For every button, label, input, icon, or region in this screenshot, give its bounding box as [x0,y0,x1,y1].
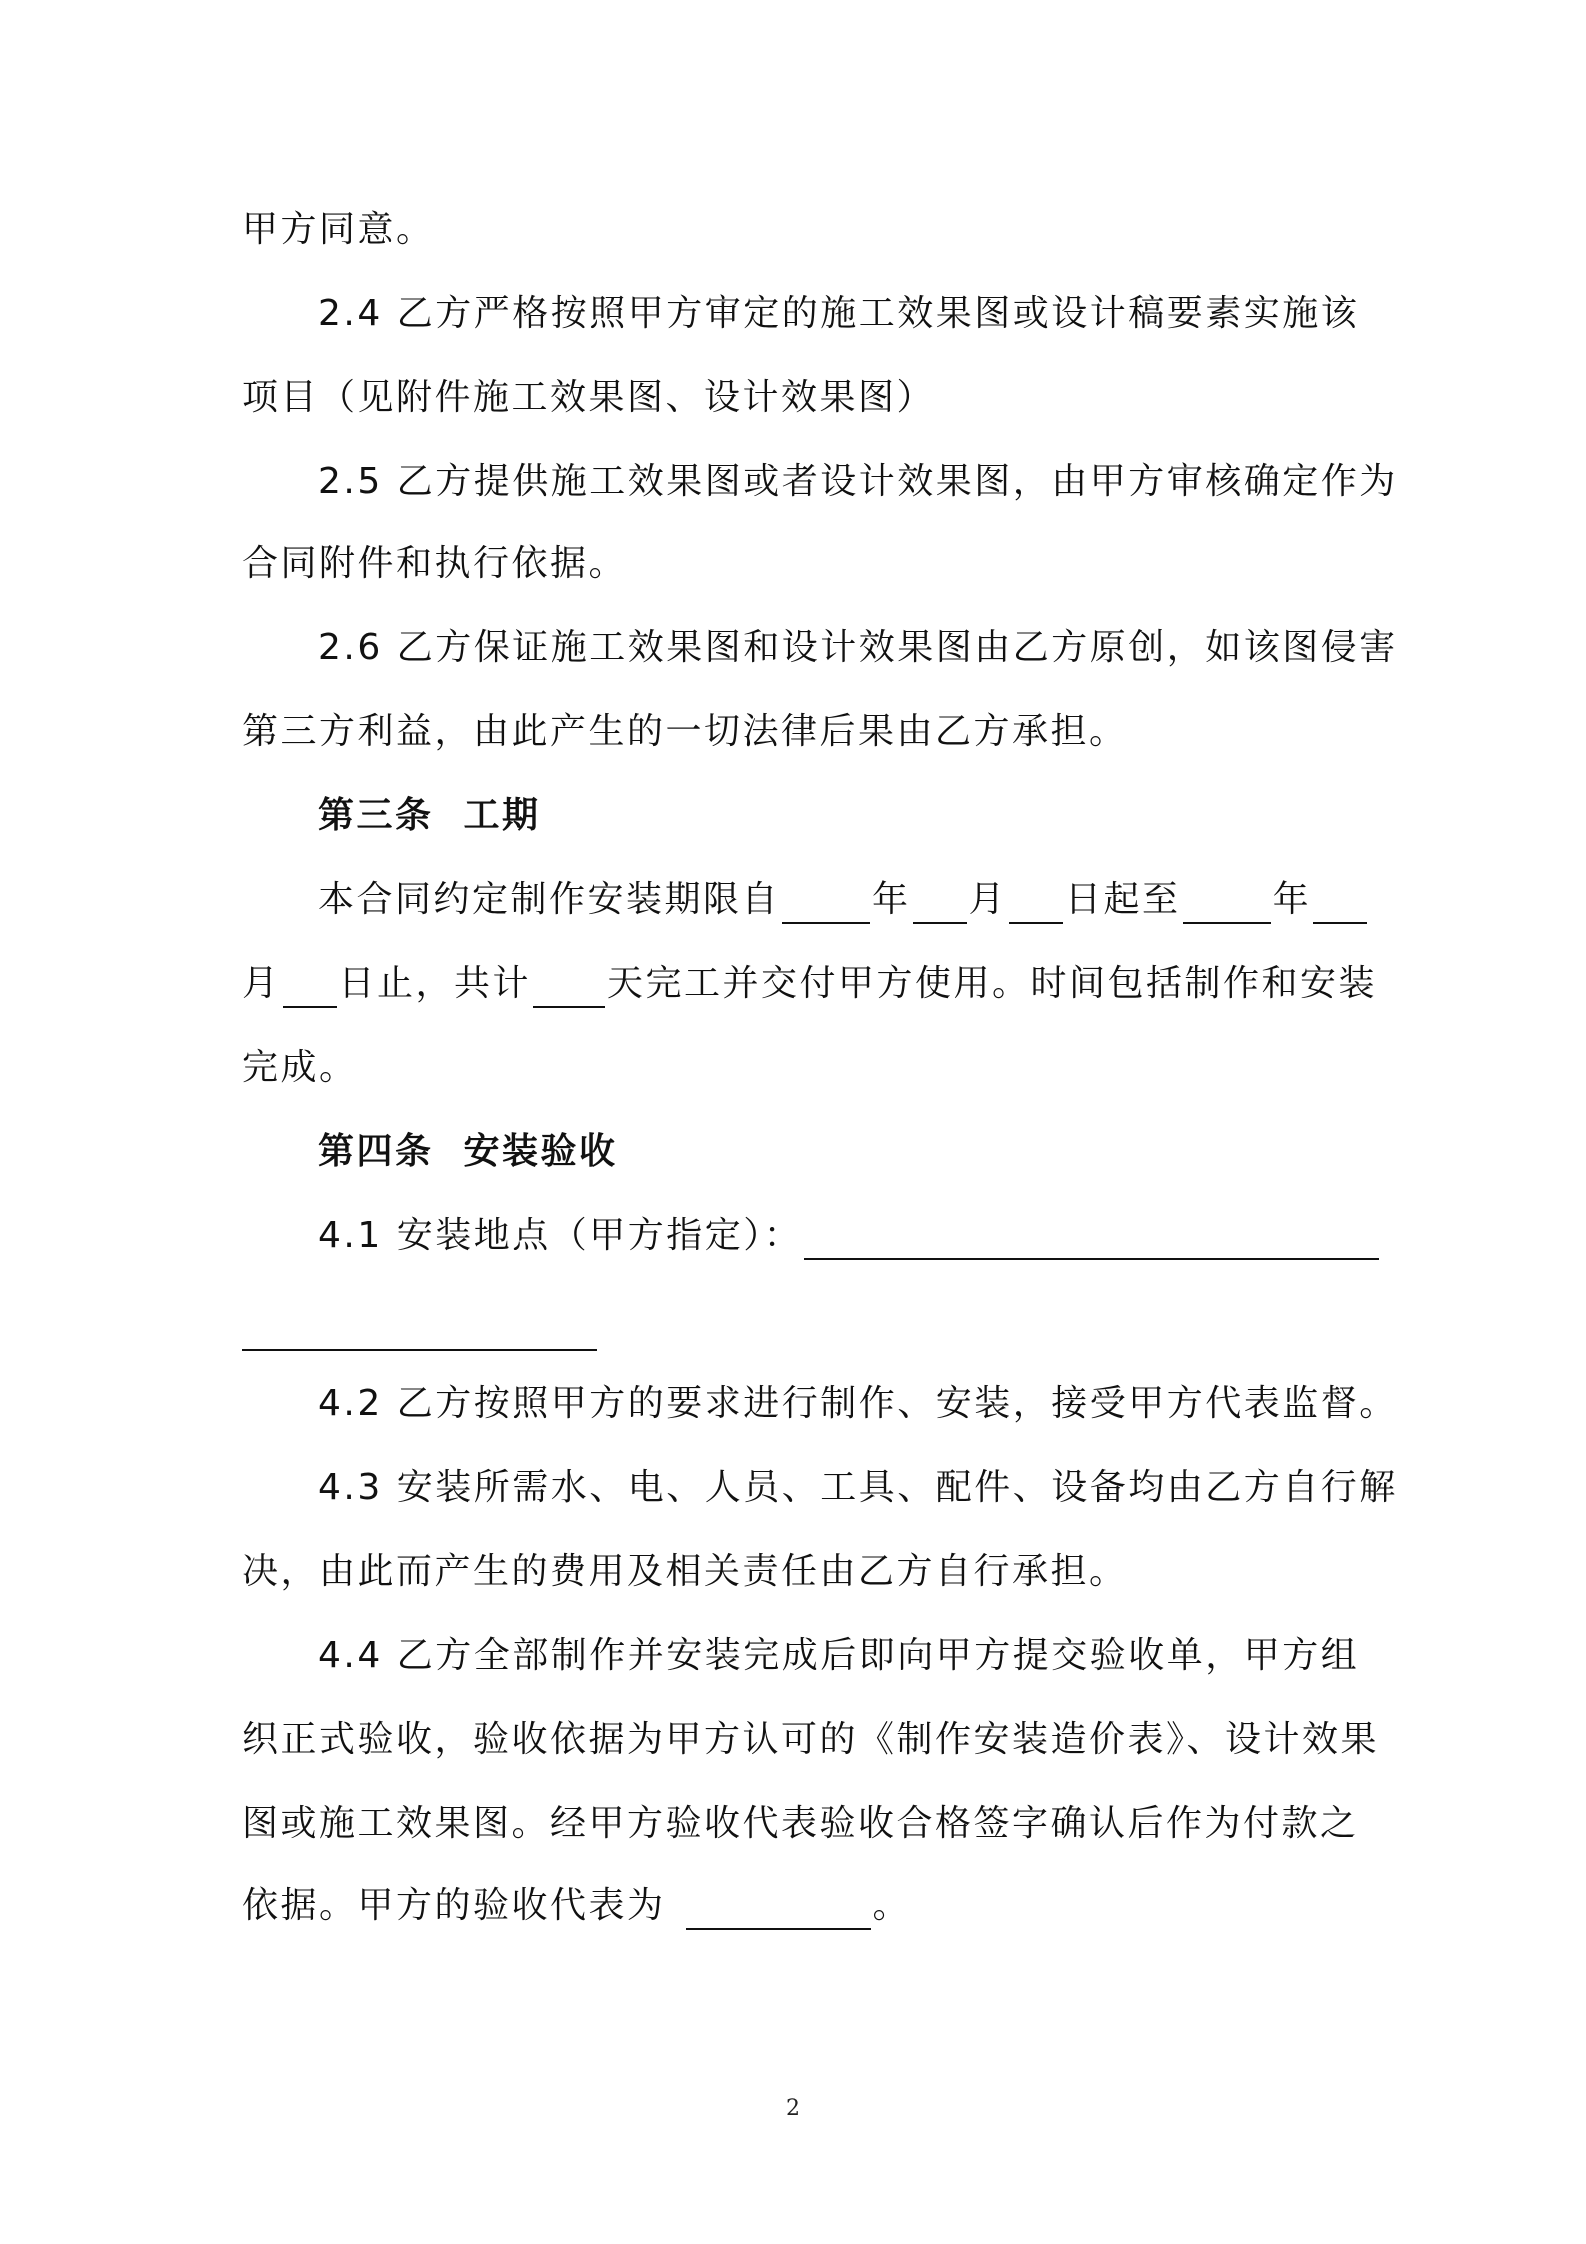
article-number: 第三条 [318,795,434,836]
text-segment: 依据。甲方的验收代表为 [242,1885,666,1926]
article-number: 第四条 [318,1131,434,1172]
text-segment: 本合同约定制作安装期限自 [318,879,781,920]
blank-field [533,968,605,1008]
page-number: 2 [786,2096,800,2121]
clause-4-4-line: 4.4 乙方全部制作并安装完成后即向甲方提交验收单，甲方组 [318,1635,1360,1676]
text-segment: 月 [242,963,281,1004]
clause-4-2-line: 4.2 乙方按照甲方的要求进行制作、安装，接受甲方代表监督。 [318,1383,1398,1424]
text-segment: 4.1 安装地点（甲方指定）： [318,1215,803,1256]
text-line: 第三方利益，由此产生的一切法律后果由乙方承担。 [242,711,1128,752]
blank-field [1009,884,1063,924]
clause-2-5-line: 2.5 乙方提供施工效果图或者设计效果图，由甲方审核确定作为 [318,461,1398,502]
clause-4-3-line: 4.3 安装所需水、电、人员、工具、配件、设备均由乙方自行解 [318,1467,1398,1508]
acceptance-rep-line [242,1882,1342,1930]
text-line: 完成。 [242,1047,358,1088]
text-segment: 年 [1272,879,1312,920]
article-4-heading [318,1128,1342,1176]
clause-2-6-line: 2.6 乙方保证施工效果图和设计效果图由乙方原创，如该图侵害 [318,627,1398,668]
text-line: 项目（见附件施工效果图、设计效果图） [242,377,936,418]
text-segment: 年 [872,879,911,920]
text-segment: 天完工并交付甲方使用。时间包括制作和安装 [607,963,1378,1004]
blank-field [283,968,337,1008]
representative-blank-field [686,1890,871,1930]
blank-field [913,884,967,924]
text-segment: 日止，共计 [338,963,532,1004]
clause-4-1-line [318,1212,1342,1260]
location-blank-field [804,1220,1379,1260]
text-line: 甲方同意。 [242,209,435,250]
text-line: 图或施工效果图。经甲方验收代表验收合格签字确认后作为付款之 [242,1803,1359,1844]
text-segment: 月 [968,879,1008,920]
term-line [242,960,1378,1008]
text-line: 合同附件和执行依据。 [242,543,628,584]
text-segment: 日起至 [1065,879,1181,920]
text-segment: 。 [872,1885,912,1926]
article-title: 安装验收 [463,1131,618,1172]
term-line [318,876,1342,924]
blank-field [1313,884,1367,924]
article-title: 工期 [463,795,541,836]
blank-field [1183,884,1271,924]
blank-field [782,884,870,924]
text-line: 决，由此而产生的费用及相关责任由乙方自行承担。 [242,1551,1128,1592]
text-line: 织正式验收，验收依据为甲方认可的《制作安装造价表》、设计效果 [242,1719,1380,1760]
location-blank-continuation [242,1349,597,1351]
clause-2-4-line: 2.4 乙方严格按照甲方审定的施工效果图或设计稿要素实施该 [318,293,1360,334]
article-3-heading [318,792,1342,840]
